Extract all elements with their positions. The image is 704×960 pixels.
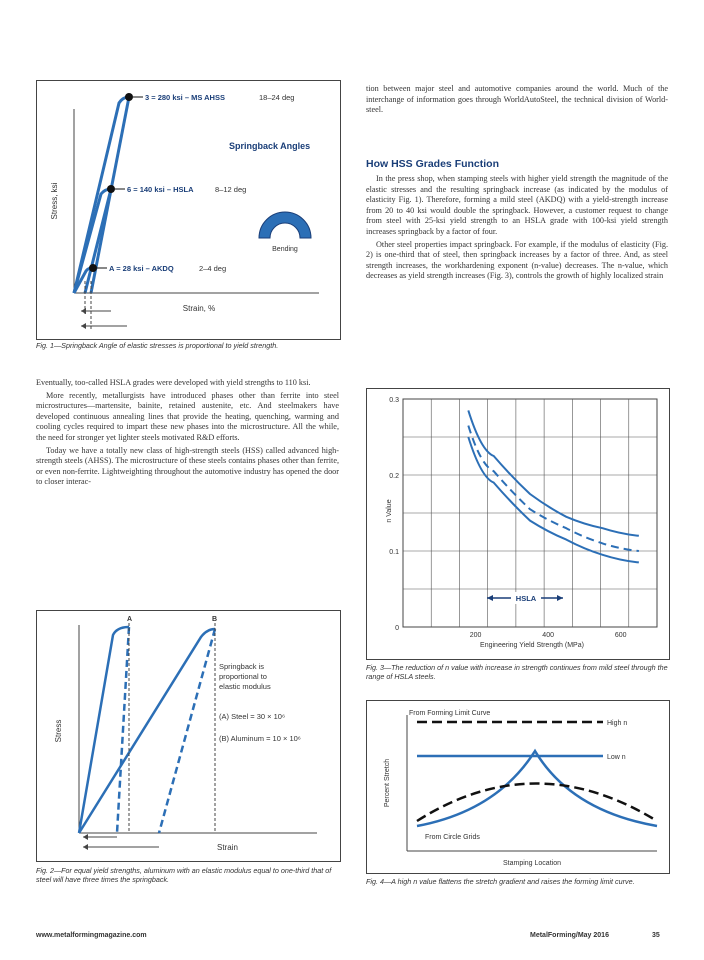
fig3-caption: Fig. 3—The reduction of n value with increase in strength continues from mild steel through the range of HSLA steels. (366, 663, 668, 681)
fig1-xlabel: Strain, % (182, 304, 216, 313)
fig3-xlabel: Engineering Yield Strength (MPa) (480, 642, 584, 649)
fig3-series-1 (468, 410, 639, 535)
figure-2 (36, 610, 341, 862)
fig1-title: Springback Angles (229, 141, 311, 151)
fig2-marker-b: B (212, 616, 218, 623)
fig3-ytick: 0 (395, 625, 399, 632)
bending-icon (259, 212, 311, 238)
fig1-label-hsla: 6 = 140 ksi – HSLA (127, 185, 194, 194)
figure-1 (36, 80, 341, 340)
fig1-label-ms: 3 = 280 ksi – MS AHSS (145, 93, 225, 102)
fig3-xtick: 200 (469, 632, 482, 639)
left-paragraph-2: More recently, metallurgists have introduced phases other than ferrite into steel microstructures—martensite, bainite, retained austenite, etc. And steelmakers have developed continuous annealing lines that provide the heating, quenching, warming and cooling cycles required to impart these new phases into the microstructure. All the while, the need for stronger yet lighter steels motivated R&D efforts. (36, 390, 339, 442)
fig2-marker-a: A (127, 616, 133, 623)
fig3-ytick: 0.1 (389, 549, 399, 556)
left-paragraph-3: Today we have a totally new class of high-strength steels (HSS) called advanced high-strength steels (AHSS). The microstructure of these steels contains phases other than ferrite, or even non-ferrite. Lightweighting throughout the automotive industry has opened the door to closer interac- (36, 445, 339, 487)
right-paragraph-1: In the press shop, when stamping steels with higher yield strength the magnitude of the elastic stresses and the resulting springback increase (as indicated by the modulus of elasticity Fig. 1). Therefore, forming a mild steel (AKDQ) with a yield-strength increase from 20 to 40 ksi would double the springback. However, a customer request to change from steel with 25-ksi yield strength to an HSLA grade with 100-ksi yield strength increases springback by a factor of four. (366, 174, 668, 236)
fig4-ylabel: Percent Stretch (384, 758, 391, 808)
right-paragraph-0: tion between major steel and automotive companies around the world. Much of the interchange of information goes through WorldAutoSteel, the technical division of World-steel. (366, 84, 668, 115)
footer-url: www.metalformingmagazine.com (36, 932, 147, 939)
right-column-text (366, 174, 668, 284)
fig2-note-2: proportional to (219, 672, 267, 681)
fig4-caption: Fig. 4—A high n value flattens the stretch gradient and raises the forming limit curve. (366, 877, 635, 886)
fig2-steel: (A) Steel = 30 × 10⁶ (219, 712, 286, 721)
fig1-dot-akdq (89, 264, 97, 272)
fig1-ylabel: Stress, ksi (50, 182, 59, 220)
figure-3 (366, 388, 670, 660)
left-paragraph-1: Eventually, too-called HSLA grades were developed with yield strengths to 110 ksi. (36, 378, 311, 387)
fig3-xtick: 400 (542, 632, 554, 639)
figure-4-plot (367, 701, 669, 873)
fig4-high-n: High n (607, 720, 628, 727)
left-column-text (36, 378, 339, 490)
figure-3-chart (367, 389, 669, 659)
fig1-range-akdq: 2–4 deg (199, 264, 227, 273)
fig4-low-n-curve (417, 751, 657, 826)
right-column-text-top (366, 84, 668, 118)
right-paragraph-2: Other steel properties impact springback. For example, if the modulus of elasticity (Fig. 2) is one-third that of steel, then springback increases by a factor of three. And, as steel strength increases, the workhardening exponent (n-value) decreases. The n-value, which decreases as yield strength increases (Fig. 3), controls the growth of highly localized strain (366, 239, 668, 281)
fig2-note-3: elastic modulus (219, 682, 271, 691)
fig2-unload-steel (117, 627, 129, 833)
fig3-ytick: 0.3 (389, 397, 399, 404)
figure-4 (366, 700, 670, 874)
fig2-caption: Fig. 2—For equal yield strengths, aluminum with an elastic modulus equal to one-third that of steel will have three times the springback. (36, 866, 332, 884)
fig4-xlabel: Stamping Location (503, 860, 561, 867)
section-heading: How HSS Grades Function (366, 158, 500, 170)
footer-magazine: MetalForming/May 2016 (530, 932, 609, 939)
fig1-range-ms: 18–24 deg (259, 93, 295, 102)
fig2-curve-steel (79, 627, 129, 833)
fig2-ylabel: Stress (54, 719, 63, 743)
fig4-low-n: Low n (607, 754, 626, 761)
fig1-range-hsla: 8–12 deg (215, 185, 247, 194)
fig3-ytick: 0.2 (389, 473, 399, 480)
fig1-bend-label: Bending (272, 246, 298, 253)
fig4-fld-label: From Forming Limit Curve (409, 710, 491, 717)
page-number: 35 (652, 932, 660, 939)
fig2-xlabel: Strain (217, 843, 238, 852)
fig3-xtick: 600 (614, 632, 627, 639)
fig1-caption: Fig. 1—Springback Angle of elastic stresses is proportional to yield strength. (36, 341, 279, 350)
figure-1-plot (37, 81, 340, 339)
fig2-aluminum: (B) Aluminum = 10 × 10⁶ (219, 734, 301, 743)
fig3-band-label: HSLA (515, 594, 537, 603)
fig1-dot-hsla (107, 185, 115, 193)
figure-2-plot (37, 611, 340, 861)
fig3-ylabel: n Value (386, 499, 393, 523)
fig1-label-akdq: A = 28 ksi – AKDQ (109, 264, 174, 273)
fig2-curve-aluminum (79, 629, 215, 833)
fig1-dot-ms (125, 93, 133, 101)
fig2-note-1: Springback is (219, 662, 265, 671)
fig4-grid-label: From Circle Grids (425, 834, 480, 841)
